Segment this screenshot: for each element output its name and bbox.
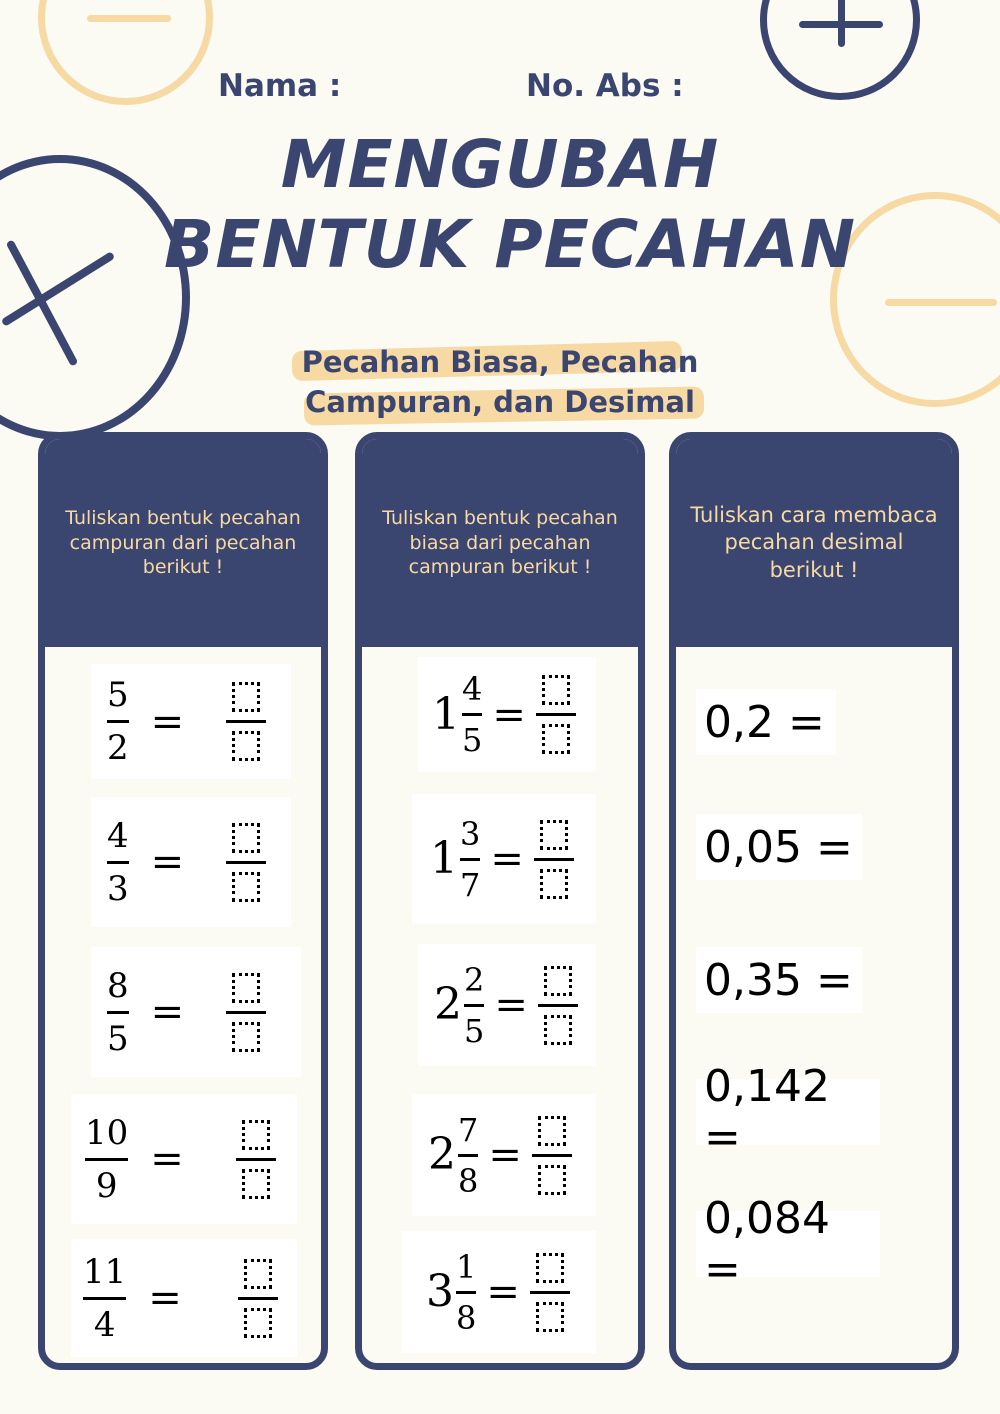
name-label: Nama : — [218, 68, 342, 104]
exercise-card: $\frac{5}{2}$ = — [91, 664, 291, 779]
exercise-card: 1 $\frac{3}{7}$ = — [412, 794, 596, 924]
answer-blank[interactable] — [536, 675, 576, 754]
instruction-text: Tuliskan cara membaca pecahan desimal berikut ! — [690, 503, 938, 582]
exercise-card: $\frac{4}{3}$ = — [91, 797, 291, 927]
exercise-card: 2 $\frac{2}{5}$ = — [418, 944, 596, 1066]
mixed-fraction: 2 $\frac{7}{8}$ — [428, 1110, 479, 1200]
decimal-item: 0,05 = — [696, 814, 862, 880]
answer-blank[interactable] — [226, 973, 266, 1052]
exercise-card: $\frac{8}{5}$ = — [91, 947, 301, 1077]
fraction: $\frac{8}{5}$ — [107, 965, 129, 1059]
answer-blank[interactable] — [534, 820, 574, 899]
answer-blank[interactable] — [238, 1259, 278, 1338]
answer-blank[interactable] — [530, 1253, 570, 1332]
decimal-item: 0,084 = — [696, 1211, 880, 1277]
page-title-line2: BENTUK PECAHAN — [164, 206, 856, 283]
answer-blank[interactable] — [532, 1116, 572, 1195]
mixed-fraction: 1 $\frac{3}{7}$ — [430, 814, 481, 904]
subtitle-line1: Pecahan Biasa, Pecahan — [301, 345, 699, 379]
column-improper-to-mixed — [38, 432, 328, 1370]
minus-circle-icon — [38, 0, 213, 105]
exercise-card: $\frac{10}{9}$ = — [71, 1094, 297, 1224]
decimal-item: 0,2 = — [696, 689, 836, 755]
column-header — [676, 439, 952, 647]
fraction: $\frac{4}{3}$ — [107, 815, 129, 909]
column-header — [362, 439, 638, 647]
exercise-card: 2 $\frac{7}{8}$ = — [412, 1094, 596, 1216]
instruction-text: Tuliskan bentuk pecahan biasa dari pecahan campuran berikut ! — [382, 506, 618, 579]
subtitle-line2: Campuran, dan Desimal — [305, 385, 695, 419]
exercise-card: 1 $\frac{4}{5}$ = — [418, 657, 596, 772]
plus-circle-icon — [760, 0, 920, 100]
decimal-item: 0,142 = — [696, 1079, 880, 1145]
mixed-fraction: 2 $\frac{2}{5}$ — [434, 960, 485, 1050]
answer-blank[interactable] — [226, 682, 266, 761]
mixed-fraction: 1 $\frac{4}{5}$ — [432, 670, 483, 759]
answer-blank[interactable] — [236, 1120, 276, 1199]
decimal-item: 0,35 = — [696, 947, 862, 1013]
column-header — [45, 439, 321, 647]
instruction-text: Tuliskan bentuk pecahan campuran dari pecahan berikut ! — [65, 506, 301, 579]
column-mixed-to-improper — [355, 432, 645, 1370]
answer-blank[interactable] — [538, 966, 578, 1045]
column-decimal-reading — [669, 432, 959, 1370]
fraction: $\frac{10}{9}$ — [85, 1112, 129, 1206]
exercise-card: 3 $\frac{1}{8}$ = — [402, 1231, 596, 1353]
mixed-fraction: 3 $\frac{1}{8}$ — [426, 1247, 477, 1337]
answer-blank[interactable] — [226, 823, 266, 902]
abs-number-label: No. Abs : — [526, 68, 684, 104]
fraction: $\frac{5}{2}$ — [107, 675, 129, 768]
fraction: $\frac{11}{4}$ — [83, 1251, 127, 1345]
page-title-line1: MENGUBAH — [280, 126, 720, 203]
exercise-card: $\frac{11}{4}$ = — [71, 1239, 297, 1357]
